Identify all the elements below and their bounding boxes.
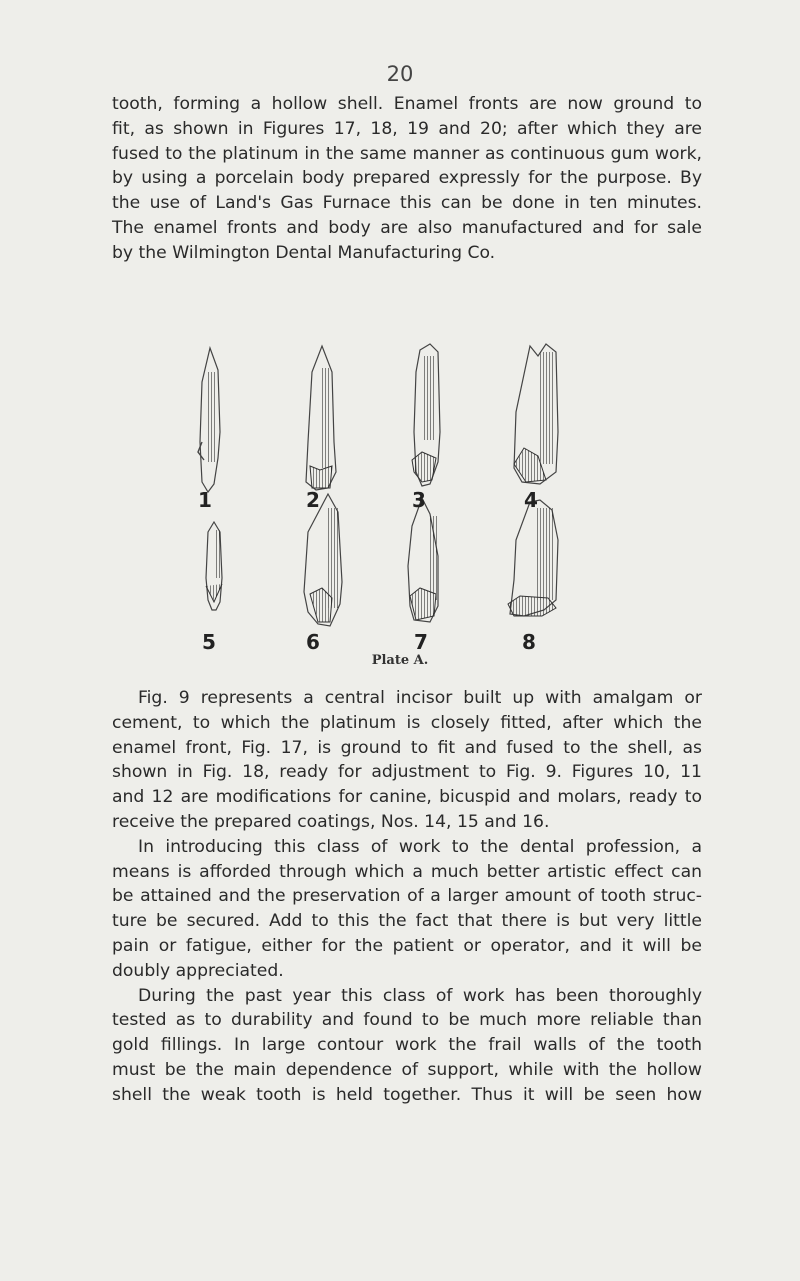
paragraph-2: [112, 686, 702, 1108]
figure-number-3: 3: [412, 488, 426, 512]
text-line: shell the weak tooth is held together. Thus it will be seen how: [112, 1084, 702, 1105]
text-line: During the past year this class of work has been thoroughly: [138, 985, 702, 1006]
text-line: fit, as shown in Figures 17, 18, 19 and 20; after which they are: [112, 118, 702, 139]
text-line: tested as to durability and found to be much more reliable than: [112, 1010, 702, 1031]
tooth-drawing-7: [408, 498, 438, 622]
text-line: the use of Land's Gas Furnace this can be done in ten minutes.: [112, 193, 702, 214]
tooth-drawing-8: [508, 500, 558, 616]
figure-number-7: 7: [414, 630, 428, 654]
page-number: 20: [386, 62, 414, 86]
figure-number-4: 4: [524, 488, 538, 512]
paragraph-1: [112, 92, 702, 266]
tooth-drawing-4: [514, 344, 558, 484]
tooth-drawing-5: [206, 522, 222, 610]
text-line: and 12 are modifications for canine, bicuspid and molars, ready to: [112, 787, 702, 808]
text-line: ture be secured. Add to this the fact that there is but very little: [112, 911, 702, 932]
text-line: fused to the platinum in the same manner as continuous gum work,: [112, 143, 702, 164]
text-line: pain or fatigue, either for the patient or operator, and it will be: [112, 935, 702, 956]
text-line: shown in Fig. 18, ready for adjustment to Fig. 9. Figures 10, 11: [112, 762, 702, 783]
plate-a-figure: [180, 342, 620, 672]
text-line: Fig. 9 represents a central incisor built up with amalgam or: [138, 688, 702, 708]
text-line: be attained and the preservation of a larger amount of tooth struc-: [112, 886, 702, 907]
figure-number-6: 6: [306, 630, 320, 654]
text-line: by using a porcelain body prepared expressly for the purpose. By: [112, 168, 702, 189]
text-line: doubly appreciated.: [112, 960, 284, 981]
figure-caption: Plate A.: [371, 653, 429, 668]
tooth-drawing-1: [198, 348, 220, 492]
text-line: tooth, forming a hollow shell. Enamel fronts are now ground to: [112, 94, 702, 114]
tooth-drawing-3: [412, 344, 440, 486]
figure-number-1: 1: [198, 488, 212, 512]
tooth-drawing-2: [306, 346, 336, 490]
figure-number-2: 2: [306, 488, 320, 512]
text-line: means is afforded through which a much better artistic effect can: [112, 861, 702, 882]
text-line: receive the prepared coatings, Nos. 14, 15 and 16.: [112, 811, 550, 832]
text-line: In introducing this class of work to the dental profession, a: [138, 836, 702, 857]
text-line: cement, to which the platinum is closely fitted, after which the: [112, 712, 702, 733]
tooth-drawings: [180, 342, 620, 672]
text-line: The enamel fronts and body are also manufactured and for sale: [112, 217, 702, 238]
figure-number-5: 5: [202, 630, 216, 654]
figure-number-8: 8: [522, 630, 536, 654]
text-line: gold fillings. In large contour work the frail walls of the tooth: [112, 1035, 702, 1056]
text-line: enamel front, Fig. 17, is ground to fit and fused to the shell, as: [112, 737, 702, 758]
text-line: must be the main dependence of support, while with the hollow: [112, 1059, 702, 1080]
text-line: by the Wilmington Dental Manufacturing Co.: [112, 242, 496, 263]
tooth-drawing-6: [304, 494, 342, 626]
